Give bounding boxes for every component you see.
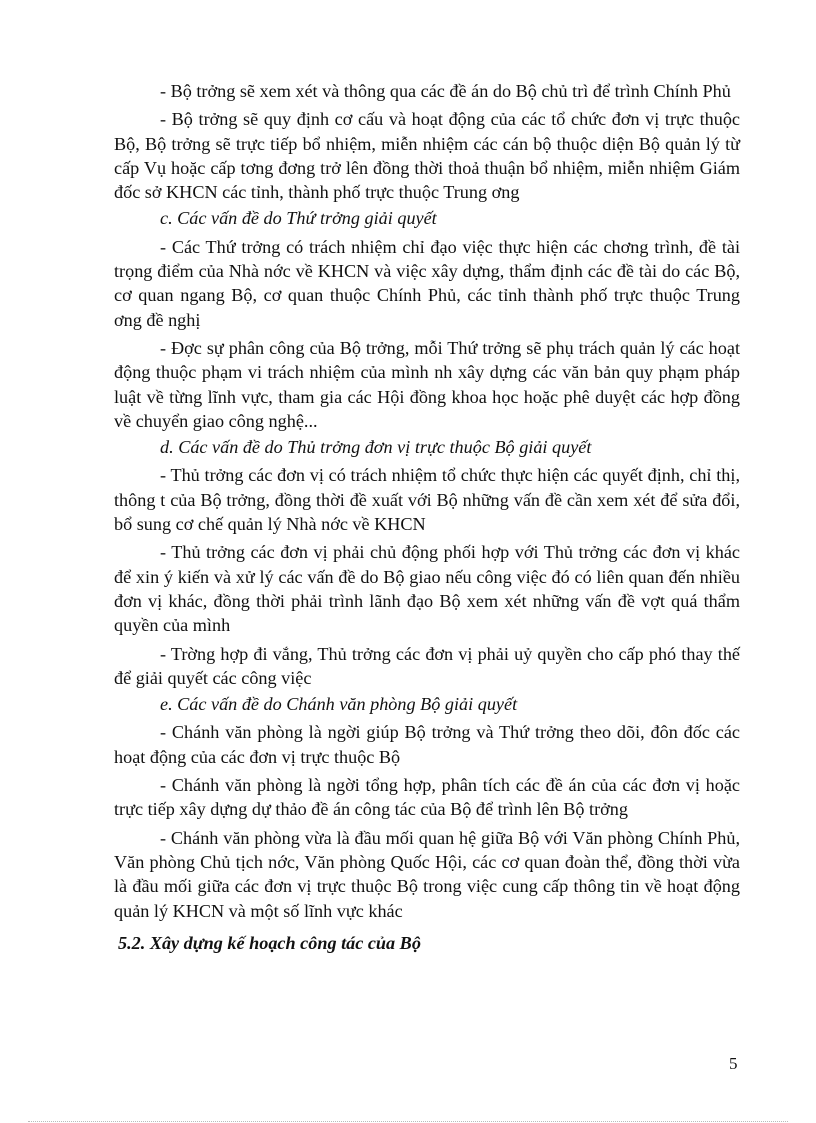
paragraph-deputy-responsibility: - Các Thứ trởng có trách nhiệm chỉ đạo việc thực hiện các chơng trình, đề tài trọng điểm của Nhà nớc về KHCN và việc xây dựng, thẩm định các đề tài do các Bộ, cơ quan ngang Bộ, cơ quan thuộc Chính Phủ, các tỉnh thành phố trực thuộc Trung ơng đề nghị (114, 236, 740, 330)
paragraph-minister-structure: - Bộ trởng sẽ quy định cơ cấu và hoạt động của các tổ chức đơn vị trực thuộc Bộ, Bộ trởng sẽ trực tiếp bổ nhiệm, miễn nhiệm các cán bộ thuộc diện Bộ quản lý từ cấp Vụ hoặc cấp tơng đơng trở lên đồng thời thoả thuận bổ nhiệm, miễn nhiệm Giám đốc sở KHCN các tỉnh, thành phố trực thuộc Trung ơng (114, 109, 740, 203)
paragraph-unit-heads-duty: - Thủ trởng các đơn vị có trách nhiệm tổ chức thực hiện các quyết định, chỉ thị, thông t của Bộ trởng, đồng thời đề xuất với Bộ những vấn đề cần xem xét để sửa đổi, bổ sung cơ chế quản lý Nhà nớc về KHCN (114, 465, 740, 535)
paragraph-unit-heads-absence: - Trờng hợp đi vắng, Thủ trởng các đơn vị phải uỷ quyền cho cấp phó thay thế để giải quyết các công việc (114, 643, 740, 688)
section-heading: 5.2. Xây dựng kế hoạch công tác của Bộ (118, 932, 421, 953)
page-number: 5 (729, 1054, 738, 1073)
page-bottom-divider (28, 1121, 788, 1122)
paragraph-chief-liaison: - Chánh văn phòng vừa là đầu mối quan hệ giữa Bộ với Văn phòng Chính Phủ, Văn phòng Chủ tịch nớc, Văn phòng Quốc Hội, các cơ quan đoàn thể, đồng thời vừa là đầu mối giữa các đơn vị trực thuộc Bộ trong việc cung cấp thông tin về hoạt động quản lý KHCN và một số lĩnh vực khác (114, 827, 740, 921)
paragraph-unit-heads-coordination: - Thủ trởng các đơn vị phải chủ động phối hợp với Thủ trởng các đơn vị khác để xin ý kiến và xử lý các vấn đề do Bộ giao nếu công việc đó có liên quan đến nhiều đơn vị khác, đồng thời phải trình lãnh đạo Bộ xem xét những vấn đề vợt quá thẩm quyền của mình (114, 542, 740, 636)
paragraph-chief-assist: - Chánh văn phòng là ngời giúp Bộ trởng và Thứ trởng theo dõi, đôn đốc các hoạt động của các đơn vị trực thuộc Bộ (114, 722, 740, 767)
document-body (114, 79, 740, 955)
subheading-unit-heads: d. Các vấn đề do Thủ trởng đơn vị trực thuộc Bộ giải quyết (160, 437, 592, 458)
paragraph-deputy-assignment: - Đợc sự phân công của Bộ trởng, mỗi Thứ trởng sẽ phụ trách quản lý các hoạt động thuộc phạm vi trách nhiệm của mình nh xây dựng các văn bản quy phạm pháp luật về từng lĩnh vực, tham gia các Hội đồng khoa học hoặc phê duyệt các hợp đồng về chuyển giao công nghệ... (114, 337, 740, 431)
subheading-chief-of-office: e. Các vấn đề do Chánh văn phòng Bộ giải quyết (160, 694, 518, 715)
subheading-deputy-minister: c. Các vấn đề do Thứ trởng giải quyết (160, 208, 437, 229)
paragraph-minister-approval: - Bộ trởng sẽ xem xét và thông qua các đề án do Bộ chủ trì để trình Chính Phủ (160, 81, 731, 101)
paragraph-chief-synthesis: - Chánh văn phòng là ngời tổng hợp, phân tích các đề án của các đơn vị hoặc trực tiếp xây dựng dự thảo đề án công tác của Bộ để trình lên Bộ trởng (114, 775, 740, 820)
